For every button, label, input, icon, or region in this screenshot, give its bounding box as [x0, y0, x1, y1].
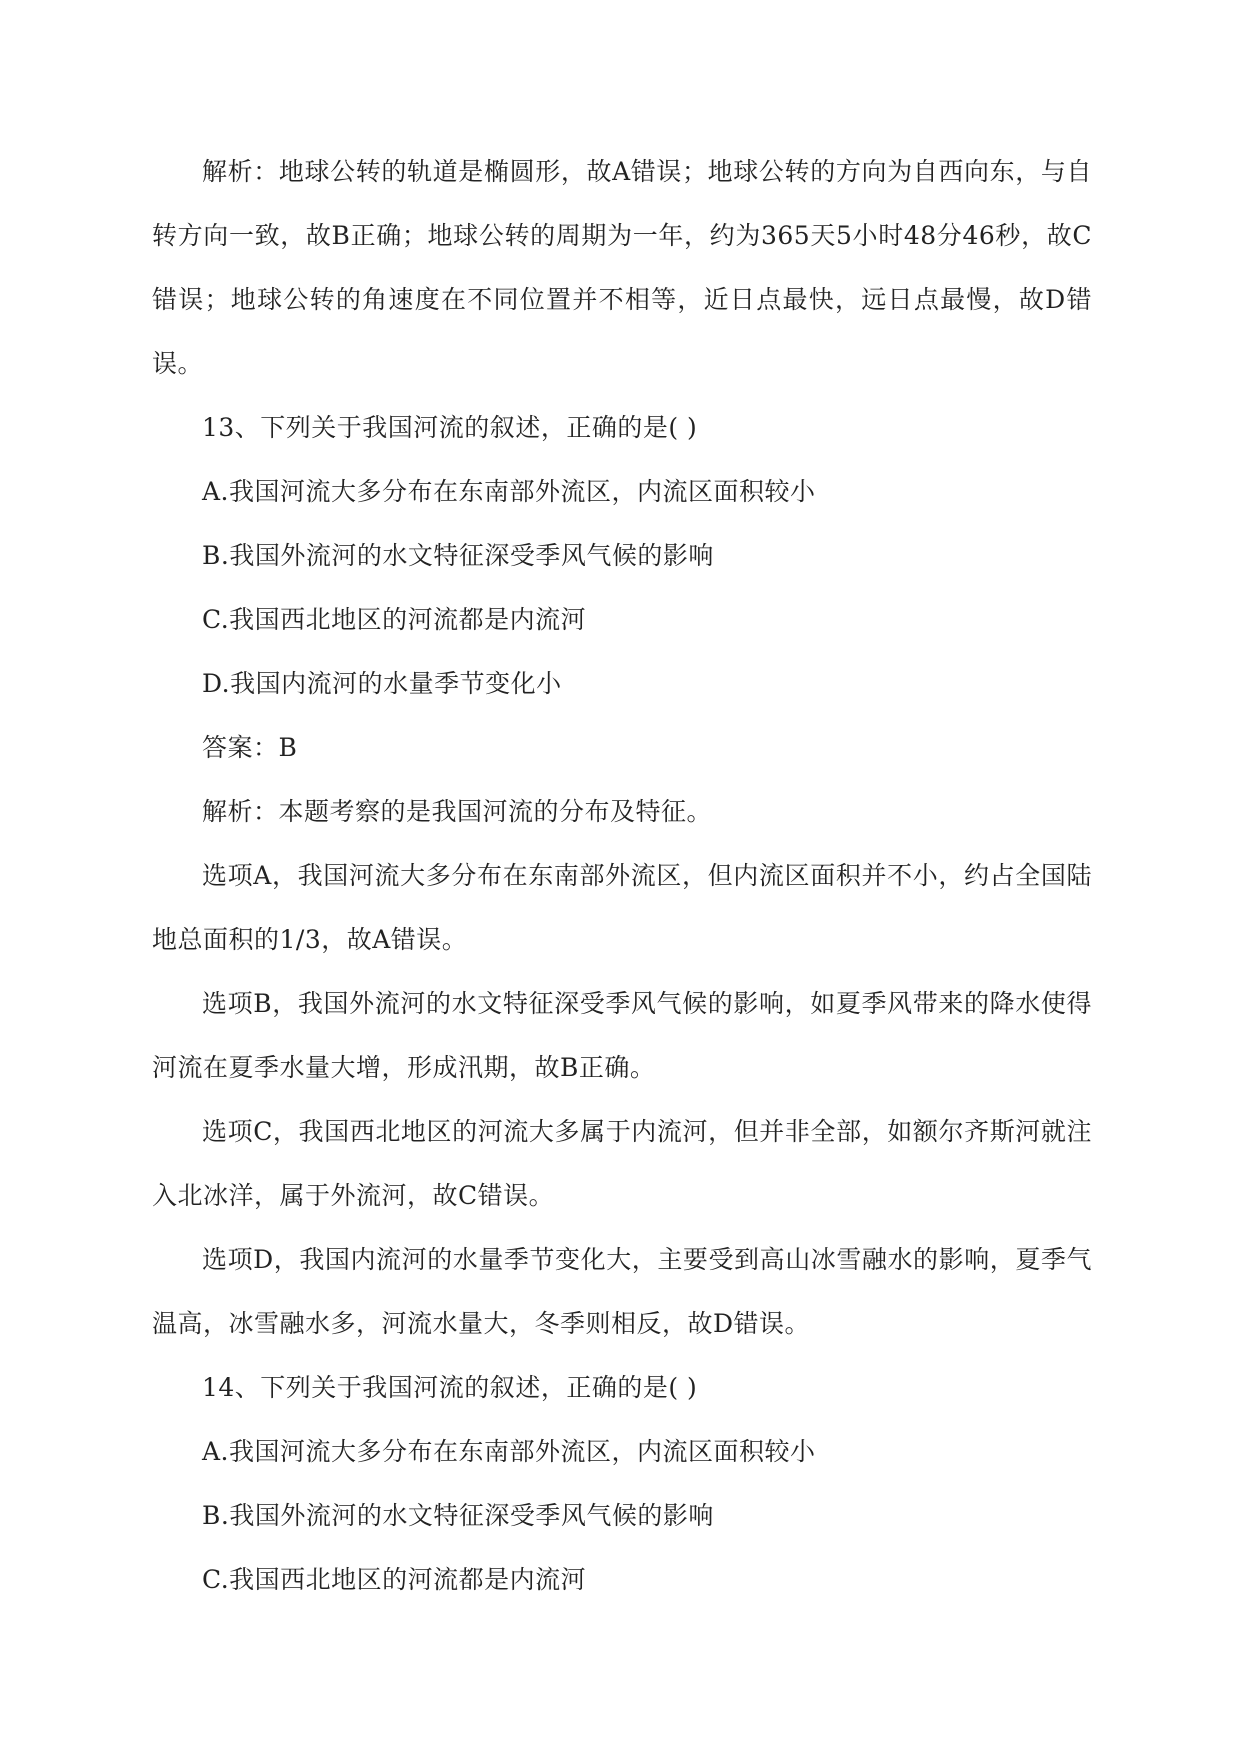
question-13-option-b: B.我国外流河的水文特征深受季风气候的影响 [202, 541, 714, 570]
paragraph-analysis-12: 解析：地球公转的轨道是椭圆形，故A错误；地球公转的方向为自西向东，与自转方向一致，故B正确；地球公转的周期为一年，约为365天5小时48分46秒，故C错误；地球公转的角速度在不同位置并不相等，近日点最快，远日点最慢，故D错误。 [152, 157, 1092, 378]
question-13-option-a: A.我国河流大多分布在东南部外流区，内流区面积较小 [202, 477, 816, 506]
question-13-analysis-option-b: 选项B，我国外流河的水文特征深受季风气候的影响，如夏季风带来的降水使得河流在夏季水量大增，形成汛期，故B正确。 [152, 989, 1092, 1082]
question-13-option-c: C.我国西北地区的河流都是内流河 [202, 605, 587, 634]
document-body [152, 140, 1092, 1612]
question-13-stem: 13、下列关于我国河流的叙述，正确的是( ) [202, 413, 698, 442]
question-13-answer: 答案：B [202, 733, 298, 762]
question-13-option-d: D.我国内流河的水量季节变化小 [202, 669, 562, 698]
question-13-analysis-option-c: 选项C，我国西北地区的河流大多属于内流河，但并非全部，如额尔齐斯河就注入北冰洋，属于外流河，故C错误。 [152, 1117, 1092, 1210]
question-14-option-b: B.我国外流河的水文特征深受季风气候的影响 [202, 1501, 714, 1530]
question-13-analysis-option-d: 选项D，我国内流河的水量季节变化大，主要受到高山冰雪融水的影响，夏季气温高，冰雪融水多，河流水量大，冬季则相反，故D错误。 [152, 1245, 1092, 1338]
question-14-stem: 14、下列关于我国河流的叙述，正确的是( ) [202, 1373, 698, 1402]
question-13-analysis-option-a: 选项A，我国河流大多分布在东南部外流区，但内流区面积并不小，约占全国陆地总面积的1/3，故A错误。 [152, 861, 1092, 954]
question-13-analysis: 解析：本题考察的是我国河流的分布及特征。 [202, 797, 713, 826]
question-14-option-c: C.我国西北地区的河流都是内流河 [202, 1565, 587, 1594]
question-14-option-a: A.我国河流大多分布在东南部外流区，内流区面积较小 [202, 1437, 816, 1466]
